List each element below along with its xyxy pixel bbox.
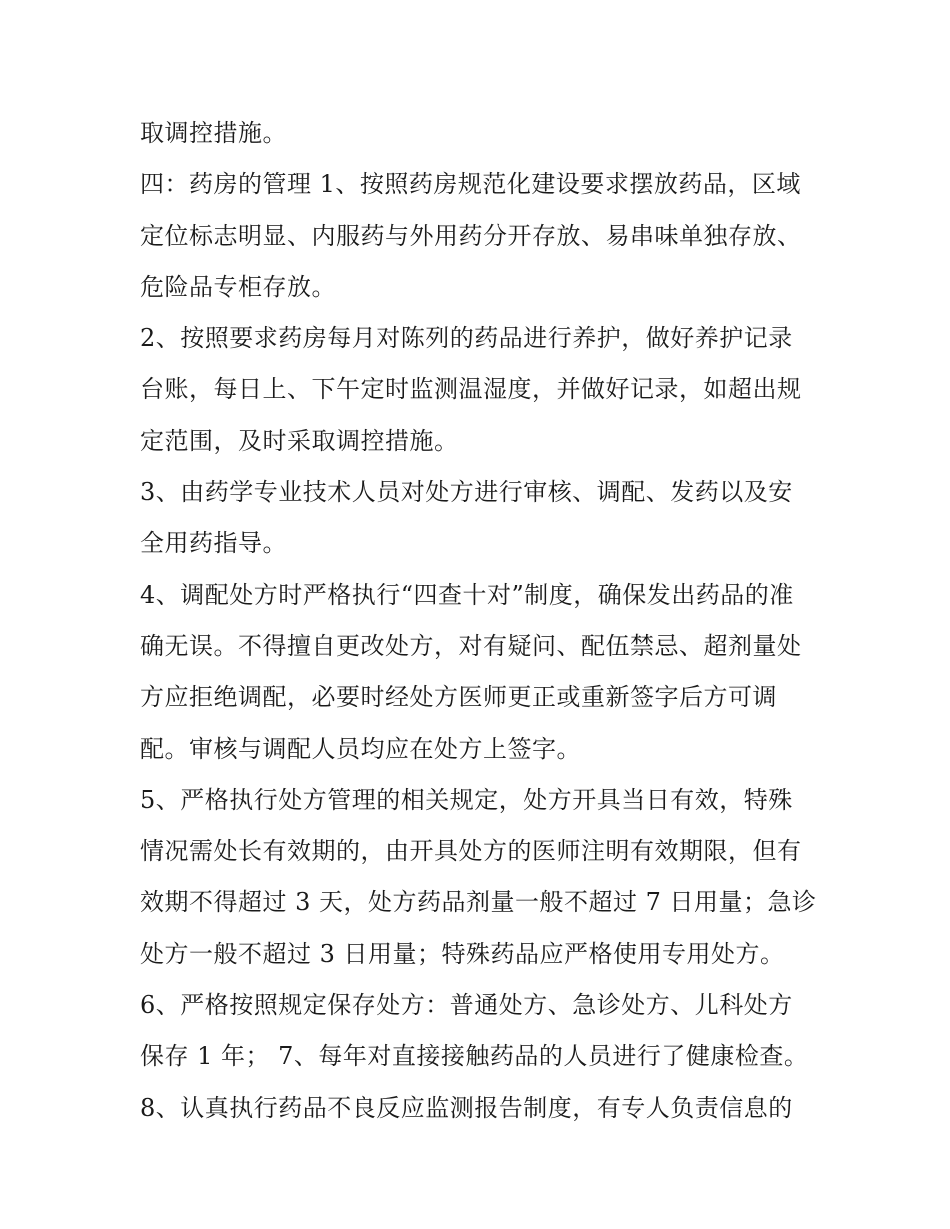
text-line: 保存 1 年； 7、每年对直接接触药品的人员进行了健康检查。 [140,1042,809,1071]
text-line: 3、由药学专业技术人员对处方进行审核、调配、发药以及安 [140,478,793,507]
text-line: 台账，每日上、下午定时监测温湿度，并做好记录，如超出规 [140,375,802,404]
text-line: 四：药房的管理 1、按照药房规范化建设要求摆放药品，区域 [140,170,801,199]
text-line: 取调控措施。 [140,119,287,147]
text-line: 确无误。不得擅自更改处方，对有疑问、配伍禁忌、超剂量处 [140,631,802,660]
text-line: 4、调配处方时严格执行“四查十对”制度，确保发出药品的准 [140,580,794,609]
text-line: 定位标志明显、内服药与外用药分开存放、易串味单独存放、 [140,221,802,250]
text-line: 定范围，及时采取调控措施。 [140,426,459,455]
text-line: 6、严格按照规定保存处方：普通处方、急诊处方、儿科处方 [140,991,793,1020]
text-line: 危险品专柜存放。 [140,272,336,301]
text-line: 处方一般不超过 3 日用量；特殊药品应严格使用专用处方。 [140,939,785,968]
text-line: 情况需处长有效期的，由开具处方的医师注明有效期限，但有 [140,837,802,866]
text-line: 全用药指导。 [140,529,287,558]
text-line: 8、认真执行药品不良反应监测报告制度，有专人负责信息的 [140,1093,793,1122]
text-line: 5、严格执行处方管理的相关规定，处方开具当日有效，特殊 [140,785,793,814]
text-line: 配。审核与调配人员均应在处方上签字。 [140,734,581,763]
text-line: 2、按照要求药房每月对陈列的药品进行养护，做好养护记录 [140,324,793,353]
text-line: 方应拒绝调配，必要时经处方医师更正或重新签字后方可调 [140,683,777,712]
document-body [140,108,820,1134]
text-line: 效期不得超过 3 天，处方药品剂量一般不超过 7 日用量；急诊 [140,888,817,917]
